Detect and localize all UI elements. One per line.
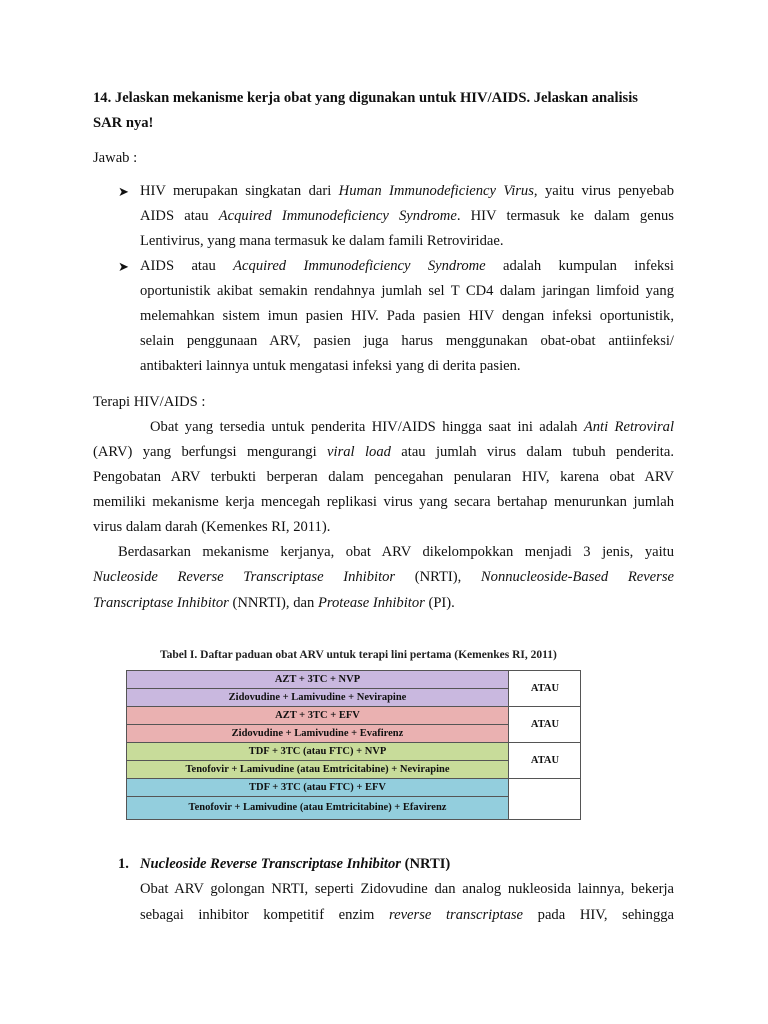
para1-line-2: (ARV) yang berfungsi mengurangi viral load atau jumlah virus dalam tubuh penderita. <box>93 444 674 460</box>
terapi-label: Terapi HIV/AIDS : <box>93 394 206 410</box>
table-row: TDF + 3TC (atau FTC) + NVP <box>127 743 509 761</box>
answer-label: Jawab : <box>93 150 138 166</box>
bullet-2-line-2: oportunistik akibat semakin rendahnya jumlah sel T CD4 dalam jaringan limfoid yang <box>140 283 674 299</box>
section-1-number: 1. <box>118 856 129 872</box>
bullet-1-line-1: HIV merupakan singkatan dari Human Immunodeficiency Virus, yaitu virus penyebab <box>140 183 674 199</box>
table-row: AZT + 3TC + EFV <box>127 707 509 725</box>
question-line-2: SAR nya! <box>93 115 154 131</box>
bullet-2-line-5: antibakteri lainnya untuk mengatasi infeksi yang di derita pasien. <box>140 358 521 374</box>
table-row: Zidovudine + Lamivudine + Evafirenz <box>127 725 509 743</box>
bullet-arrow-icon: ➤ <box>118 259 129 274</box>
bullet-2-line-3: melemahkan sistem imun pasien HIV. Pada pasien HIV dengan infeksi oportunistik, <box>140 308 674 324</box>
section-1-line-1: Obat ARV golongan NRTI, seperti Zidovudine dan analog nukleosida lainnya, bekerja <box>140 881 674 897</box>
table-row: AZT + 3TC + NVP <box>127 671 509 689</box>
question-line-1: 14. Jelaskan mekanisme kerja obat yang digunakan untuk HIV/AIDS. Jelaskan analisis <box>93 90 638 106</box>
para2-line-1: Berdasarkan mekanisme kerjanya, obat ARV dikelompokkan menjadi 3 jenis, yaitu <box>118 544 674 560</box>
para2-line-2: Nucleoside Reverse Transcriptase Inhibitor (NRTI), Nonnucleoside-Based Reverse <box>93 569 674 585</box>
bullet-1-line-2: AIDS atau Acquired Immunodeficiency Syndrome. HIV termasuk ke dalam genus <box>140 208 674 224</box>
table-row: Zidovudine + Lamivudine + Nevirapine <box>127 689 509 707</box>
atau-cell <box>509 779 581 819</box>
atau-cell: ATAU <box>509 707 581 743</box>
bullet-2-line-1: AIDS atau Acquired Immunodeficiency Syndrome adalah kumpulan infeksi <box>140 258 674 274</box>
bullet-arrow-icon: ➤ <box>118 184 129 199</box>
table-row: Tenofovir + Lamivudine (atau Emtricitabine) + Nevirapine <box>127 761 509 779</box>
para1-line-1: Obat yang tersedia untuk penderita HIV/AIDS hingga saat ini adalah Anti Retroviral <box>150 419 674 435</box>
table-caption: Tabel I. Daftar paduan obat ARV untuk terapi lini pertama (Kemenkes RI, 2011) <box>160 649 557 661</box>
atau-cell: ATAU <box>509 671 581 707</box>
para2-line-3: Transcriptase Inhibitor (NNRTI), dan Protease Inhibitor (PI). <box>93 595 455 611</box>
atau-cell: ATAU <box>509 743 581 779</box>
para1-line-4: memiliki mekanisme kerja mencegah replikasi virus yang secara bertahap menurunkan jumlah <box>93 494 674 510</box>
bullet-2-line-4: selain penggunaan ARV, pasien juga harus menggunakan obat-obat antiinfeksi/ <box>140 333 674 349</box>
bullet-1-line-3: Lentivirus, yang mana termasuk ke dalam famili Retroviridae. <box>140 233 504 249</box>
para1-line-5: virus dalam darah (Kemenkes RI, 2011). <box>93 519 331 535</box>
table-row: TDF + 3TC (atau FTC) + EFV <box>127 779 509 797</box>
section-1-title: Nucleoside Reverse Transcriptase Inhibitor (NRTI) <box>140 856 451 872</box>
arv-table <box>126 670 581 820</box>
para1-line-3: Pengobatan ARV terbukti berperan dalam pencegahan penularan HIV, karena obat ARV <box>93 469 674 485</box>
table-row: Tenofovir + Lamivudine (atau Emtricitabine) + Efavirenz <box>127 797 509 819</box>
section-1-line-2: sebagai inhibitor kompetitif enzim reverse transcriptase pada HIV, sehingga <box>140 907 675 923</box>
